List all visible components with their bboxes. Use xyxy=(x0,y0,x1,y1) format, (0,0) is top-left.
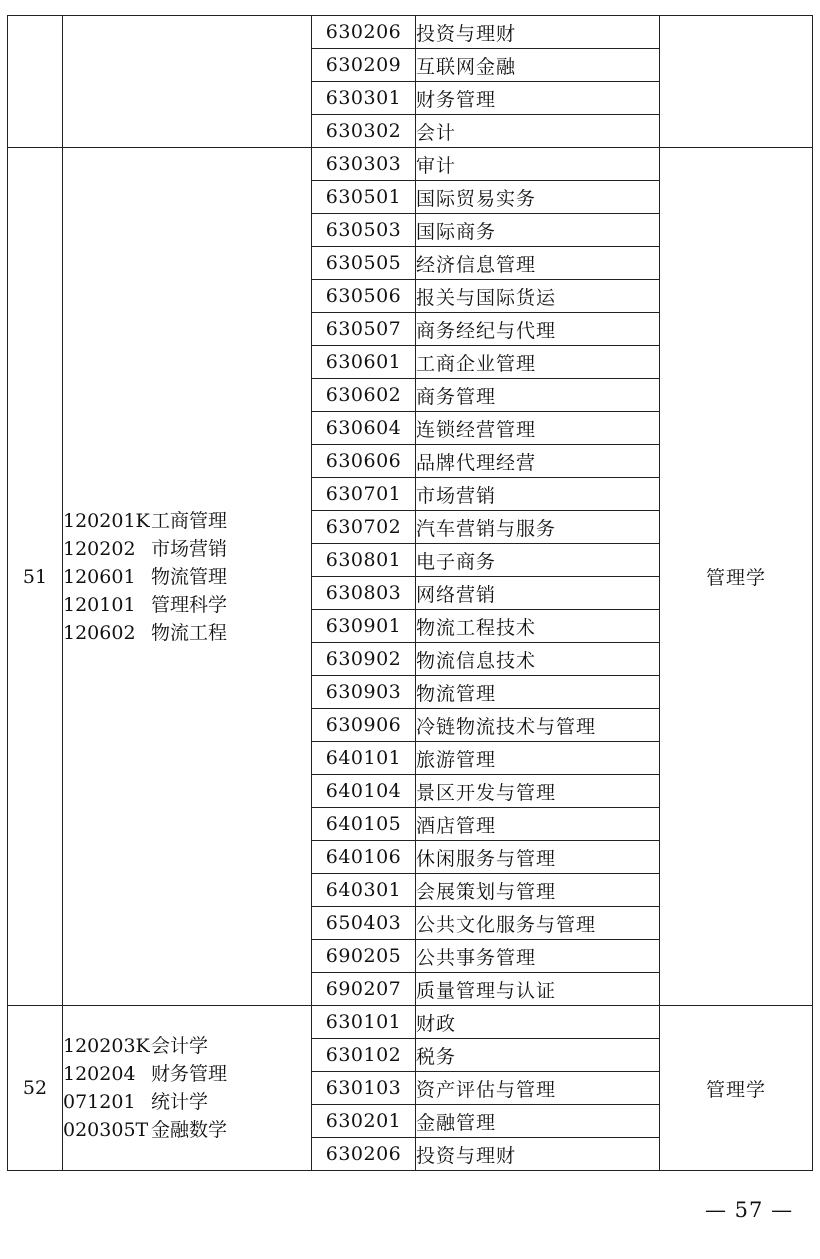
vocational-major-name: 质量管理与认证 xyxy=(416,973,660,1006)
vocational-major-name: 冷链物流技术与管理 xyxy=(416,709,660,742)
undergrad-major-item xyxy=(63,507,311,535)
discipline-category: 管理学 xyxy=(660,148,813,1006)
undergrad-major-code: 120101 xyxy=(63,593,136,616)
vocational-major-name: 市场营销 xyxy=(416,478,660,511)
vocational-major-code: 640301 xyxy=(312,874,416,907)
vocational-major-name: 财务管理 xyxy=(416,82,660,115)
undergrad-major-item xyxy=(63,535,311,563)
page-number: — 57 — xyxy=(705,1198,794,1222)
vocational-major-name: 物流管理 xyxy=(416,676,660,709)
undergrad-major-item xyxy=(63,1060,311,1088)
vocational-major-code: 640106 xyxy=(312,841,416,874)
vocational-major-code: 630602 xyxy=(312,379,416,412)
undergrad-major-name: 管理科学 xyxy=(151,593,228,616)
vocational-major-code: 640105 xyxy=(312,808,416,841)
vocational-major-code: 630901 xyxy=(312,610,416,643)
undergrad-majors-cell xyxy=(63,16,312,148)
vocational-major-code: 630303 xyxy=(312,148,416,181)
group-number: 51 xyxy=(8,148,63,1006)
vocational-major-code: 630803 xyxy=(312,577,416,610)
vocational-major-name: 旅游管理 xyxy=(416,742,660,775)
vocational-major-code: 630201 xyxy=(312,1105,416,1138)
undergrad-major-code: 120601 xyxy=(63,565,136,588)
vocational-major-code: 630302 xyxy=(312,115,416,148)
vocational-major-name: 汽车营销与服务 xyxy=(416,511,660,544)
vocational-major-code: 630902 xyxy=(312,643,416,676)
vocational-major-name: 物流工程技术 xyxy=(416,610,660,643)
vocational-major-name: 资产评估与管理 xyxy=(416,1072,660,1105)
undergrad-major-code: 120203K xyxy=(63,1035,150,1057)
vocational-major-code: 630503 xyxy=(312,214,416,247)
vocational-major-code: 630209 xyxy=(312,49,416,82)
vocational-major-name: 景区开发与管理 xyxy=(416,775,660,808)
vocational-major-name: 报关与国际货运 xyxy=(416,280,660,313)
vocational-major-name: 酒店管理 xyxy=(416,808,660,841)
undergrad-major-item xyxy=(63,619,311,647)
vocational-major-name: 商务管理 xyxy=(416,379,660,412)
vocational-major-name: 金融管理 xyxy=(416,1105,660,1138)
vocational-major-name: 经济信息管理 xyxy=(416,247,660,280)
group-number: 52 xyxy=(8,1006,63,1171)
vocational-major-code: 630507 xyxy=(312,313,416,346)
vocational-major-name: 投资与理财 xyxy=(416,1138,660,1171)
vocational-major-code: 630505 xyxy=(312,247,416,280)
undergrad-major-name: 物流工程 xyxy=(151,621,228,644)
vocational-major-name: 连锁经营管理 xyxy=(416,412,660,445)
vocational-major-name: 国际商务 xyxy=(416,214,660,247)
vocational-major-name: 投资与理财 xyxy=(416,16,660,49)
table-row xyxy=(8,148,813,181)
vocational-major-name: 税务 xyxy=(416,1039,660,1072)
undergrad-major-item xyxy=(63,1032,311,1060)
undergrad-major-code: 120602 xyxy=(63,621,136,644)
vocational-major-code: 630903 xyxy=(312,676,416,709)
undergrad-major-name: 会计学 xyxy=(151,1035,209,1057)
undergrad-major-code: 120202 xyxy=(63,537,136,560)
vocational-major-code: 630801 xyxy=(312,544,416,577)
vocational-major-code: 630606 xyxy=(312,445,416,478)
vocational-major-code: 650403 xyxy=(312,907,416,940)
discipline-category: 管理学 xyxy=(660,1006,813,1171)
vocational-major-code: 630506 xyxy=(312,280,416,313)
vocational-major-name: 网络营销 xyxy=(416,577,660,610)
undergrad-major-item xyxy=(63,1116,311,1144)
vocational-major-name: 互联网金融 xyxy=(416,49,660,82)
vocational-major-code: 640104 xyxy=(312,775,416,808)
undergrad-majors-cell xyxy=(63,1006,312,1171)
undergrad-majors-cell xyxy=(63,148,312,1006)
vocational-major-name: 商务经纪与代理 xyxy=(416,313,660,346)
vocational-major-name: 物流信息技术 xyxy=(416,643,660,676)
vocational-major-code: 640101 xyxy=(312,742,416,775)
undergrad-major-code: 120204 xyxy=(63,1063,136,1085)
vocational-major-code: 690205 xyxy=(312,940,416,973)
undergrad-major-name: 物流管理 xyxy=(151,565,228,588)
vocational-major-code: 630102 xyxy=(312,1039,416,1072)
undergrad-major-code: 020305T xyxy=(63,1119,149,1141)
vocational-major-code: 690207 xyxy=(312,973,416,1006)
discipline-category xyxy=(660,16,813,148)
vocational-major-code: 630101 xyxy=(312,1006,416,1039)
major-correspondence-table xyxy=(7,15,813,1171)
undergrad-major-item xyxy=(63,591,311,619)
undergrad-major-name: 金融数学 xyxy=(151,1119,228,1141)
undergrad-major-name: 工商管理 xyxy=(151,509,228,532)
table-row xyxy=(8,1006,813,1039)
vocational-major-code: 630206 xyxy=(312,1138,416,1171)
vocational-major-name: 审计 xyxy=(416,148,660,181)
undergrad-major-code: 120201K xyxy=(63,509,150,532)
vocational-major-code: 630701 xyxy=(312,478,416,511)
vocational-major-code: 630301 xyxy=(312,82,416,115)
vocational-major-code: 630501 xyxy=(312,181,416,214)
vocational-major-code: 630906 xyxy=(312,709,416,742)
vocational-major-name: 会计 xyxy=(416,115,660,148)
undergrad-major-item xyxy=(63,1088,311,1116)
vocational-major-name: 公共事务管理 xyxy=(416,940,660,973)
vocational-major-name: 品牌代理经营 xyxy=(416,445,660,478)
vocational-major-name: 国际贸易实务 xyxy=(416,181,660,214)
vocational-major-name: 休闲服务与管理 xyxy=(416,841,660,874)
vocational-major-code: 630103 xyxy=(312,1072,416,1105)
undergrad-major-code: 071201 xyxy=(63,1091,136,1113)
vocational-major-name: 会展策划与管理 xyxy=(416,874,660,907)
vocational-major-name: 工商企业管理 xyxy=(416,346,660,379)
group-number xyxy=(8,16,63,148)
vocational-major-name: 财政 xyxy=(416,1006,660,1039)
vocational-major-code: 630206 xyxy=(312,16,416,49)
vocational-major-name: 公共文化服务与管理 xyxy=(416,907,660,940)
undergrad-major-name: 统计学 xyxy=(151,1091,209,1113)
undergrad-major-item xyxy=(63,563,311,591)
undergrad-major-name: 财务管理 xyxy=(151,1063,228,1085)
vocational-major-code: 630601 xyxy=(312,346,416,379)
vocational-major-code: 630604 xyxy=(312,412,416,445)
vocational-major-code: 630702 xyxy=(312,511,416,544)
table-body xyxy=(8,16,813,1171)
table-row xyxy=(8,16,813,49)
vocational-major-name: 电子商务 xyxy=(416,544,660,577)
undergrad-major-name: 市场营销 xyxy=(151,537,228,560)
